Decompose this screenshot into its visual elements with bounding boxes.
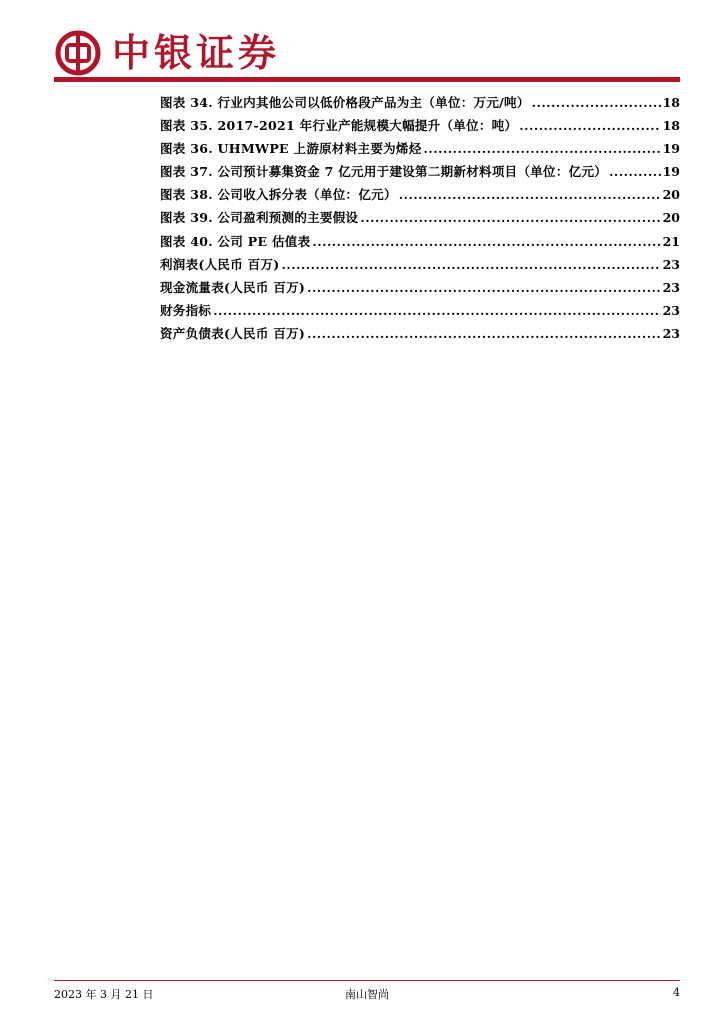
toc-entry-title[interactable]: 财务指标 [160, 302, 212, 318]
toc-leader-dots [307, 280, 661, 295]
page-footer [54, 986, 680, 1000]
toc-leader-dots [213, 303, 660, 318]
table-of-contents [160, 93, 680, 347]
toc-entry[interactable] [160, 116, 680, 139]
toc-entry-title[interactable]: 图表 39. 公司盈利预测的主要假设 [160, 210, 359, 226]
toc-entry-page[interactable]: 18 [662, 118, 680, 134]
toc-entry-page[interactable]: 21 [662, 233, 680, 249]
toc-entry-page[interactable]: 23 [662, 256, 680, 272]
toc-entry-title[interactable]: 图表 37. 公司预计募集资金 7 亿元用于建设第二期新材料项目（单位：亿元） [160, 164, 608, 180]
toc-leader-dots [307, 326, 661, 341]
toc-leader-dots [281, 257, 660, 272]
bank-of-china-logo-icon [54, 29, 102, 77]
footer-divider [54, 980, 680, 981]
toc-entry-title[interactable]: 图表 34. 行业内其他公司以低价格段产品为主（单位：万元/吨） [160, 95, 530, 110]
toc-leader-dots [609, 164, 661, 179]
toc-entry[interactable] [160, 278, 680, 301]
toc-entry-title[interactable]: 资产负债表(人民币 百万) [160, 325, 306, 341]
toc-entry-page[interactable]: 19 [662, 164, 680, 180]
toc-entry-title[interactable]: 图表 38. 公司收入拆分表（单位：亿元） [160, 187, 397, 203]
toc-entry-page[interactable]: 19 [662, 141, 680, 157]
toc-entry-title[interactable]: 现金流量表(人民币 百万) [160, 279, 306, 295]
toc-entry[interactable] [160, 93, 680, 116]
toc-entry-page[interactable]: 20 [662, 210, 680, 226]
toc-entry[interactable] [160, 324, 680, 347]
toc-entry-page[interactable]: 23 [662, 279, 680, 295]
toc-entry-page[interactable]: 18 [662, 95, 680, 110]
toc-entry[interactable] [160, 162, 680, 185]
toc-entry-page[interactable]: 23 [662, 325, 680, 341]
toc-entry[interactable] [160, 301, 680, 324]
toc-leader-dots [399, 187, 661, 202]
toc-entry-title[interactable]: 图表 40. 公司 PE 估值表 [160, 233, 311, 249]
header-logo [54, 29, 280, 77]
toc-entry[interactable] [160, 139, 680, 162]
footer-company: 南山智尚 [345, 988, 389, 1001]
toc-entry-title[interactable]: 图表 35. 2017-2021 年行业产能规模大幅提升（单位：吨） [160, 118, 518, 134]
toc-entry-page[interactable]: 20 [662, 187, 680, 203]
footer-date: 2023 年 3 月 21 日 [54, 988, 154, 1001]
toc-entry-title[interactable]: 利润表(人民币 百万) [160, 256, 280, 272]
toc-entry-title[interactable]: 图表 36. UHMWPE 上游原材料主要为烯烃 [160, 141, 422, 157]
toc-leader-dots [312, 234, 660, 249]
toc-leader-dots [424, 141, 661, 156]
brand-name: 中银证券 [112, 31, 281, 75]
toc-leader-dots [360, 210, 660, 225]
header-divider [54, 77, 680, 82]
footer-page-number: 4 [673, 986, 680, 999]
toc-entry[interactable] [160, 185, 680, 208]
toc-leader-dots [519, 118, 660, 133]
toc-entry[interactable] [160, 208, 680, 231]
toc-leader-dots [532, 95, 661, 110]
toc-entry-page[interactable]: 23 [662, 302, 680, 318]
toc-entry[interactable] [160, 232, 680, 255]
toc-entry[interactable] [160, 255, 680, 278]
